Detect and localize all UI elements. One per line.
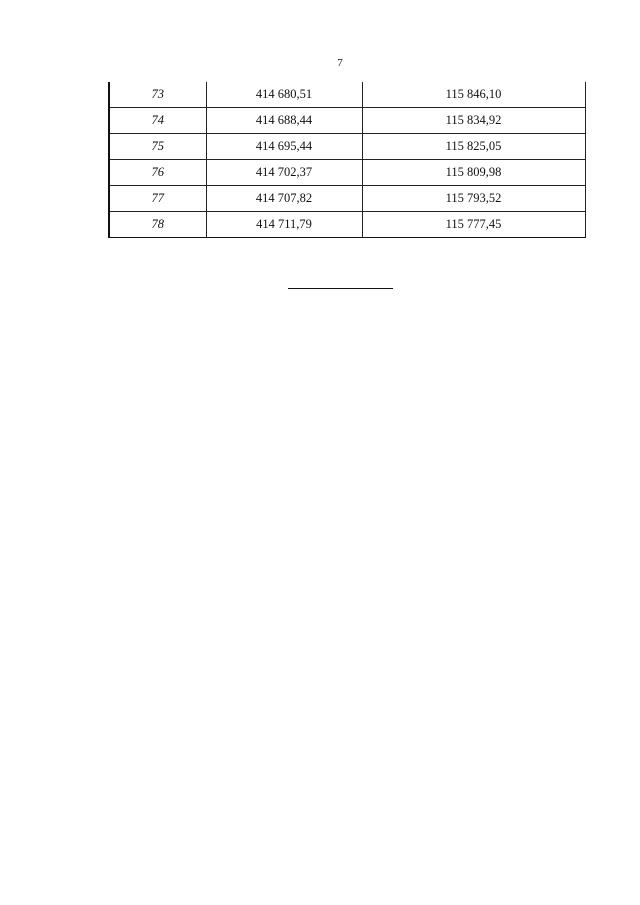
- point-number-cell: 73: [109, 82, 206, 108]
- x-coordinate-cell: 414 680,51: [206, 82, 362, 108]
- point-number-cell: 74: [109, 108, 206, 134]
- y-coordinate-cell: 115 834,92: [362, 108, 585, 134]
- table-row: [109, 212, 585, 238]
- end-of-document-rule: [288, 288, 393, 289]
- x-coordinate-cell: 414 688,44: [206, 108, 362, 134]
- y-coordinate-cell: 115 846,10: [362, 82, 585, 108]
- point-number-cell: 76: [109, 160, 206, 186]
- table-row: [109, 160, 585, 186]
- point-number-cell: 78: [109, 212, 206, 238]
- x-coordinate-cell: 414 702,37: [206, 160, 362, 186]
- y-coordinate-cell: 115 777,45: [362, 212, 585, 238]
- point-number-cell: 77: [109, 186, 206, 212]
- table-row: [109, 134, 585, 160]
- y-coordinate-cell: 115 793,52: [362, 186, 585, 212]
- page-number: 7: [337, 57, 343, 69]
- x-coordinate-cell: 414 695,44: [206, 134, 362, 160]
- x-coordinate-cell: 414 711,79: [206, 212, 362, 238]
- y-coordinate-cell: 115 825,05: [362, 134, 585, 160]
- table-row: [109, 82, 585, 108]
- y-coordinate-cell: 115 809,98: [362, 160, 585, 186]
- coordinates-table: [108, 82, 586, 238]
- table-row: [109, 186, 585, 212]
- point-number-cell: 75: [109, 134, 206, 160]
- x-coordinate-cell: 414 707,82: [206, 186, 362, 212]
- table-row: [109, 108, 585, 134]
